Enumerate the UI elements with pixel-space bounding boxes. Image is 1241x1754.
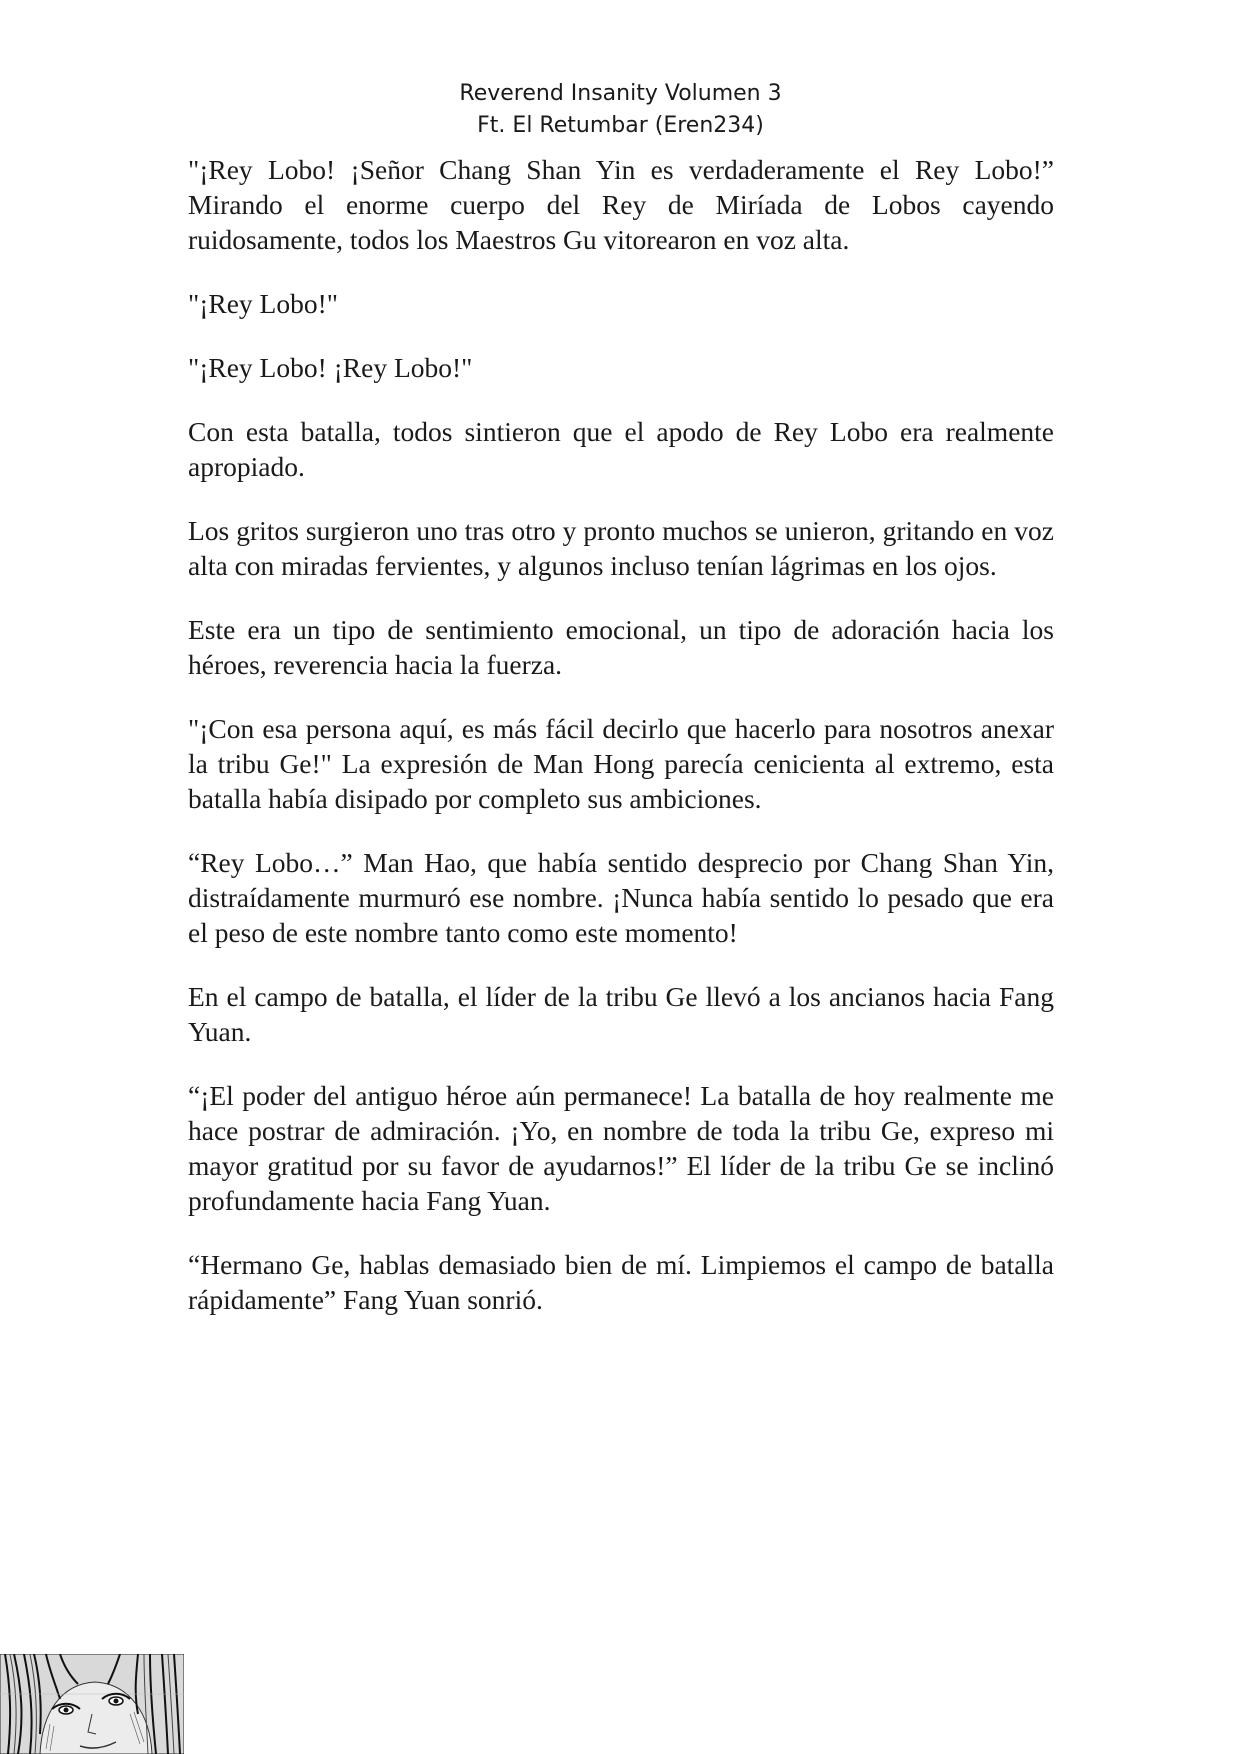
body-text [188, 152, 1054, 1317]
paragraph: Con esta batalla, todos sintieron que el apodo de Rey Lobo era realmente apropiado. [188, 416, 1054, 482]
paragraph: "¡Con esa persona aquí, es más fácil decirlo que hacerlo para nosotros anexar la tribu Ge!" La expresión de Man Hong parecía cenicienta al extremo, esta batalla había disipado por completo sus ambiciones. [188, 713, 1054, 814]
header-credit: Ft. El Retumbar (Eren234) [477, 113, 764, 138]
page-header [0, 78, 1241, 142]
paragraph: "¡Rey Lobo! ¡Señor Chang Shan Yin es verdaderamente el Rey Lobo!” Mirando el enorme cuerpo del Rey de Miríada de Lobos cayendo ruidosamente, todos los Maestros Gu vitorearon en voz alta. [188, 154, 1054, 255]
paragraph: “Hermano Ge, hablas demasiado bien de mí. Limpiemos el campo de batalla rápidamente” Fang Yuan sonrió. [188, 1249, 1054, 1315]
paragraph: Los gritos surgieron uno tras otro y pronto muchos se unieron, gritando en voz alta con miradas fervientes, y algunos incluso tenían lágrimas en los ojos. [188, 515, 1054, 581]
paragraph: “Rey Lobo…” Man Hao, que había sentido desprecio por Chang Shan Yin, distraídamente murmuró ese nombre. ¡Nunca había sentido lo pesado que era el peso de este nombre tanto como este momento! [188, 847, 1054, 948]
paragraph: "¡Rey Lobo!" [188, 288, 338, 319]
paragraph: En el campo de batalla, el líder de la tribu Ge llevó a los ancianos hacia Fang Yuan. [188, 981, 1054, 1047]
paragraph: “¡El poder del antiguo héroe aún permanece! La batalla de hoy realmente me hace postrar de admiración. ¡Yo, en nombre de toda la tribu Ge, expreso mi mayor gratitud por su favor de ayudarnos!” El líder de la tribu Ge se inclinó profundamente hacia Fang Yuan. [188, 1080, 1054, 1216]
header-title: Reverend Insanity Volumen 3 [459, 81, 782, 106]
paragraph: "¡Rey Lobo! ¡Rey Lobo!" [188, 352, 473, 383]
manga-portrait-image [0, 1654, 184, 1754]
paragraph: Este era un tipo de sentimiento emocional, un tipo de adoración hacia los héroes, reverencia hacia la fuerza. [188, 614, 1054, 680]
